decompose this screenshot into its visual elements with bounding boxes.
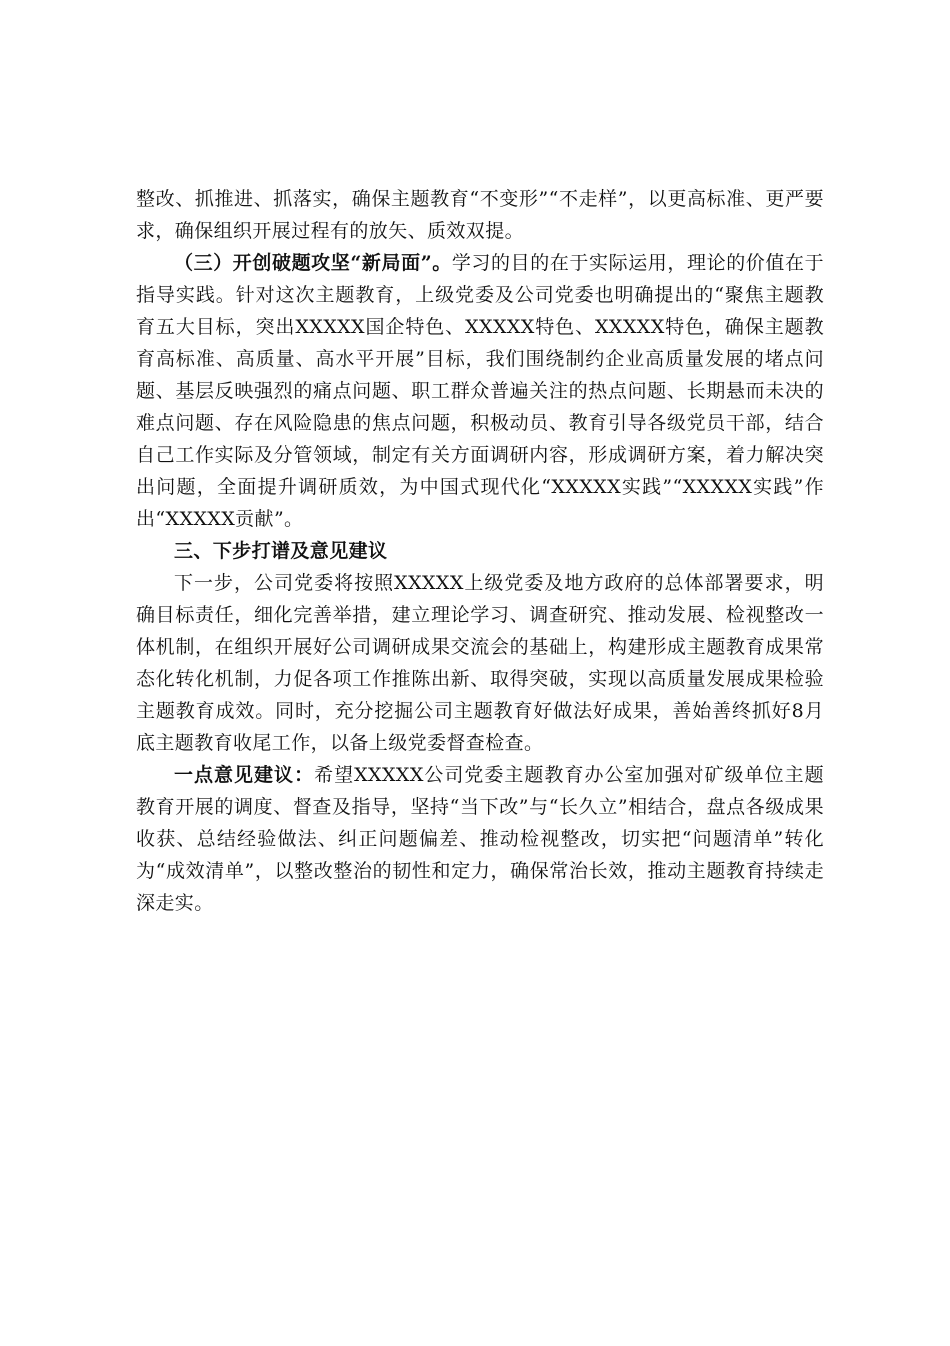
paragraph-continuation bbox=[136, 183, 824, 247]
suggestion-lead: 一点意见建议： bbox=[174, 764, 315, 786]
paragraph-text: 学习的目的在于实际运用，理论的价值在于指导实践。针对这次主题教育，上级党委及公司党委也明确提出的“聚焦主题教育五大目标，突出XXXXX国企特色、XXXXX特色、XXXXX特色，确保主题教育高标准、高质量、高水平开展”目标，我们围绕制约企业高质量发展的堵点问题、基层反映强烈的痛点问题、职工群众普遍关注的热点问题、长期悬而未决的难点问题、存在风险隐患的焦点问题，积极动员、教育引导各级党员干部，结合自己工作实际及分管领域，制定有关方面调研内容，形成调研方案，着力解决突出问题，全面提升调研质效，为中国式现代化“XXXXX实践”“XXXXX实践”作出“XXXXX贡献”。 bbox=[136, 252, 824, 530]
paragraph-suggestion bbox=[136, 759, 824, 919]
document-page bbox=[136, 183, 824, 919]
paragraph-section-3 bbox=[136, 247, 824, 535]
section-3-heading: （三）开创破题攻坚“新局面”。 bbox=[174, 252, 452, 274]
paragraph-text: 整改、抓推进、抓落实，确保主题教育“不变形”“不走样”，以更高标准、更严要求，确保组织开展过程有的放矢、质效双提。 bbox=[136, 188, 824, 242]
paragraph-text: 希望XXXXX公司党委主题教育办公室加强对矿级单位主题教育开展的调度、督查及指导，坚持“当下改”与“长久立”相结合，盘点各级成果收获、总结经验做法、纠正问题偏差、推动检视整改，切实把“问题清单”转化为“成效清单”，以整改整治的韧性和定力，确保常治长效，推动主题教育持续走深走实。 bbox=[136, 764, 824, 914]
paragraph-text: 下一步，公司党委将按照XXXXX上级党委及地方政府的总体部署要求，明确目标责任，细化完善举措，建立理论学习、调查研究、推动发展、检视整改一体机制，在组织开展好公司调研成果交流会的基础上，构建形成主题教育成果常态化转化机制，力促各项工作推陈出新、取得突破，实现以高质量发展成果检验主题教育成效。同时，充分挖掘公司主题教育好做法好成果，善始善终抓好8月底主题教育收尾工作，以备上级党委督查检查。 bbox=[136, 572, 824, 754]
paragraph-next-steps bbox=[136, 567, 824, 759]
heading-text: 三、下步打谱及意见建议 bbox=[174, 540, 388, 562]
chapter-heading-3 bbox=[136, 535, 824, 567]
